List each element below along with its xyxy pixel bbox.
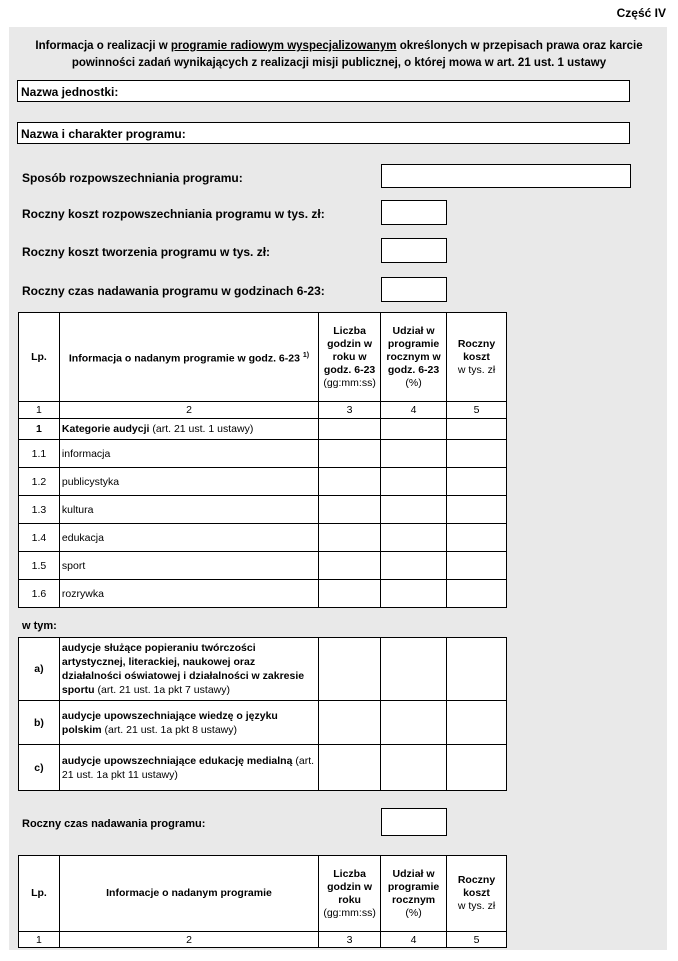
column-numbers-row: 1 2 3 4 5 (19, 402, 507, 419)
unit-name-field[interactable]: Nazwa jednostki: (17, 80, 630, 102)
program-table (18, 855, 507, 948)
cell-input[interactable] (447, 638, 507, 701)
cell-input[interactable] (447, 468, 507, 496)
cell-input[interactable] (319, 580, 381, 608)
cell-input[interactable] (447, 701, 507, 745)
hours-header: Liczba godzin w roku w godz. 6-23 (gg:mm:ss) (319, 313, 381, 402)
category-row: 1 Kategorie audycji (art. 21 ust. 1 ustawy) (19, 419, 507, 440)
cell-input[interactable] (447, 580, 507, 608)
cell-input[interactable] (319, 440, 381, 468)
hours-header: Liczba godzin w roku (gg:mm:ss) (319, 856, 381, 932)
cell-input[interactable] (319, 524, 381, 552)
table-row: b) audycje upowszechniające wiedzę o języku polskim (art. 21 ust. 1a pkt 8 ustawy) (19, 701, 507, 745)
table-row: 1.5 sport (19, 552, 507, 580)
intro-text: Informacja o realizacji w programie radiowym wyspecjalizowanym określonych w przepisach prawa oraz karcie powinności zadań wynikających z realizacji misji publicznej, o której mowa w art. 21 ust. 1 ustawy (35, 40, 643, 69)
cell-input[interactable] (381, 745, 447, 791)
cell-input[interactable] (381, 496, 447, 524)
wtym-label: w tym: (22, 620, 57, 632)
share-header: Udział w programie rocznym (%) (381, 856, 447, 932)
categories-table (18, 312, 507, 608)
cell-input[interactable] (381, 638, 447, 701)
part-label: Część IV (616, 6, 666, 20)
cell-input[interactable] (447, 419, 507, 440)
cell-input[interactable] (319, 638, 381, 701)
info-header: Informacje o nadanym programie (59, 856, 318, 932)
lp-header: Lp. (19, 856, 60, 932)
distribution-label: Sposób rozpowszechniania programu: (22, 171, 243, 185)
column-numbers-row: 1 2 3 4 5 (19, 932, 507, 948)
table-row: 1.1 informacja (19, 440, 507, 468)
cell-input[interactable] (319, 745, 381, 791)
airtime-6-23-label: Roczny czas nadawania programu w godzinach 6-23: (22, 284, 325, 298)
subcategories-table (18, 637, 507, 791)
cost-header: Roczny koszt w tys. zł (447, 313, 507, 402)
cell-input[interactable] (381, 524, 447, 552)
cell-input[interactable] (447, 496, 507, 524)
share-header: Udział w programie rocznym w godz. 6-23 (%) (381, 313, 447, 402)
production-cost-input[interactable] (381, 238, 447, 263)
cell-input[interactable] (381, 552, 447, 580)
table-row: c) audycje upowszechniające edukację medialną (art. 21 ust. 1a pkt 11 ustawy) (19, 745, 507, 791)
cell-input[interactable] (381, 701, 447, 745)
airtime-total-input[interactable] (381, 808, 447, 836)
table-row: 1.4 edukacja (19, 524, 507, 552)
cell-input[interactable] (319, 552, 381, 580)
cell-input[interactable] (447, 552, 507, 580)
cell-input[interactable] (447, 440, 507, 468)
table-row: a) audycje służące popieraniu twórczości artystycznej, literackiej, naukowej oraz działalności oświatowej i działalności w zakresie sportu (art. 21 ust. 1a pkt 7 ustawy) (19, 638, 507, 701)
info-header: Informacja o nadanym programie w godz. 6-23 $^{1)}$ (59, 313, 318, 402)
distribution-input[interactable] (381, 164, 631, 188)
distribution-cost-label: Roczny koszt rozpowszechniania programu w tys. zł: (22, 207, 325, 221)
cell-input[interactable] (381, 440, 447, 468)
cell-input[interactable] (319, 419, 381, 440)
cell-input[interactable] (319, 701, 381, 745)
cell-input[interactable] (381, 419, 447, 440)
program-name-field[interactable]: Nazwa i charakter programu: (17, 122, 630, 144)
cell-input[interactable] (319, 468, 381, 496)
distribution-cost-input[interactable] (381, 200, 447, 225)
production-cost-label: Roczny koszt tworzenia programu w tys. zł: (22, 245, 271, 259)
table-row: 1.3 kultura (19, 496, 507, 524)
airtime-total-label: Roczny czas nadawania programu: (22, 818, 206, 830)
table-row: 1.2 publicystyka (19, 468, 507, 496)
cost-header: Roczny koszt w tys. zł (447, 856, 507, 932)
cell-input[interactable] (381, 468, 447, 496)
cell-input[interactable] (381, 580, 447, 608)
table-row: 1.6 rozrywka (19, 580, 507, 608)
cell-input[interactable] (447, 524, 507, 552)
airtime-6-23-input[interactable] (381, 277, 447, 302)
cell-input[interactable] (319, 496, 381, 524)
intro-underlined: programie radiowym wyspecjalizowanym (170, 40, 397, 52)
cell-input[interactable] (447, 745, 507, 791)
lp-header: Lp. (19, 313, 60, 402)
